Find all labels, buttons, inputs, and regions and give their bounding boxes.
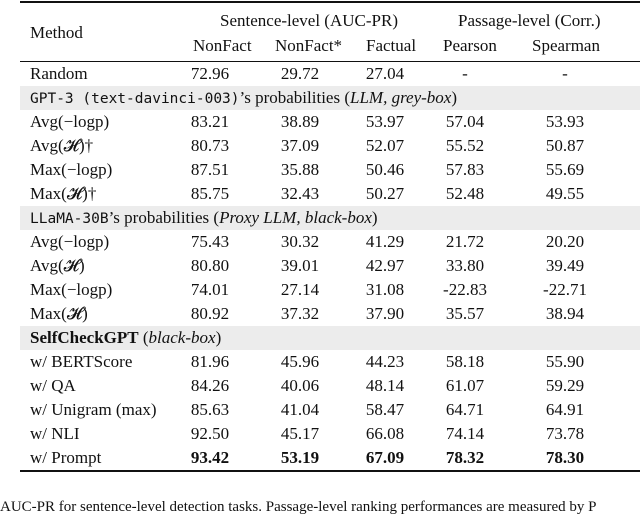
method-header: Method	[30, 23, 83, 42]
cell: 45.96	[280, 352, 320, 371]
table-row	[20, 230, 640, 254]
row-label: Avg(𝓗)†	[30, 136, 94, 155]
cell: 66.08	[365, 424, 405, 443]
cell: 73.78	[545, 424, 585, 443]
row-label: w/ Prompt	[30, 448, 102, 467]
cell: 55.52	[445, 136, 485, 155]
row-label: Max(𝓗)	[30, 304, 88, 323]
table-row	[20, 110, 640, 134]
row-label: w/ Unigram (max)	[30, 400, 157, 419]
cell: 52.48	[445, 184, 485, 203]
section-model-name: LLaMA-30B	[30, 211, 109, 227]
passage-level-group-header: Passage-level (Corr.)	[458, 11, 601, 30]
cell: 48.14	[365, 376, 405, 395]
cell: 85.75	[190, 184, 230, 203]
table-row	[20, 422, 640, 446]
cell: 58.47	[365, 400, 405, 419]
cell: 80.92	[190, 304, 230, 323]
cell: -22.71	[543, 280, 587, 299]
table-header	[20, 3, 640, 61]
cell: -	[562, 64, 568, 83]
row-label: Random	[30, 64, 88, 83]
cell: 85.63	[190, 400, 230, 419]
col-header-factual: Factual	[366, 36, 417, 55]
table-row	[20, 134, 640, 158]
section-header-gpt3: GPT-3 (text-davinci-003)’s probabilities (LLM, grey-box)	[20, 86, 640, 110]
cell: 41.04	[280, 400, 320, 419]
cell: 41.29	[365, 232, 405, 251]
table-row	[20, 350, 640, 374]
cell: -	[462, 64, 468, 83]
cell: -22.83	[443, 280, 487, 299]
cell: 33.80	[445, 256, 485, 275]
cell: 74.01	[190, 280, 230, 299]
cell: 37.90	[365, 304, 405, 323]
cell: 75.43	[190, 232, 230, 251]
cell: 20.20	[545, 232, 585, 251]
cell: 49.55	[545, 184, 585, 203]
cell: 37.32	[280, 304, 320, 323]
table-row	[20, 158, 640, 182]
table-row-random	[20, 62, 640, 86]
table-row	[20, 398, 640, 422]
cell-best: 93.42	[190, 448, 230, 467]
table-row	[20, 302, 640, 326]
bottom-rule	[20, 470, 640, 472]
cell: 35.57	[445, 304, 485, 323]
cell: 40.06	[280, 376, 320, 395]
cell: 55.69	[545, 160, 585, 179]
row-label: Max(𝓗)†	[30, 184, 97, 203]
cell: 27.04	[365, 64, 405, 83]
cell: 57.83	[445, 160, 485, 179]
col-header-spearman: Spearman	[532, 36, 600, 55]
cell: 30.32	[280, 232, 320, 251]
cell: 29.72	[280, 64, 320, 83]
cell-best: 53.19	[280, 448, 320, 467]
table-row-best	[20, 446, 640, 470]
cell: 45.17	[280, 424, 320, 443]
cell: 80.80	[190, 256, 230, 275]
cell: 58.18	[445, 352, 485, 371]
row-label: Max(−logp)	[30, 160, 113, 179]
section-header-selfcheckgpt: SelfCheckGPT (black-box)	[20, 326, 640, 350]
cell: 32.43	[280, 184, 320, 203]
row-label: Avg(−logp)	[30, 232, 110, 251]
cell: 59.29	[545, 376, 585, 395]
cell: 44.23	[365, 352, 405, 371]
col-header-nonfact: NonFact	[193, 36, 252, 55]
section-method-name: SelfCheckGPT	[30, 328, 139, 347]
table-row	[20, 278, 640, 302]
cell: 57.04	[445, 112, 485, 131]
row-label: w/ QA	[30, 376, 76, 395]
cell: 64.91	[545, 400, 585, 419]
cell: 52.07	[365, 136, 405, 155]
cell: 39.01	[280, 256, 320, 275]
cell: 81.96	[190, 352, 230, 371]
col-header-nonfact-star: NonFact*	[275, 36, 343, 55]
cell: 27.14	[280, 280, 320, 299]
table-row	[20, 374, 640, 398]
row-label: w/ NLI	[30, 424, 80, 443]
table-row	[20, 254, 640, 278]
cell: 31.08	[365, 280, 405, 299]
cell: 55.90	[545, 352, 585, 371]
cell-best: 78.30	[545, 448, 585, 467]
cell: 50.87	[545, 136, 585, 155]
cell: 80.73	[190, 136, 230, 155]
cell: 61.07	[445, 376, 485, 395]
results-table	[20, 0, 640, 472]
cell: 64.71	[445, 400, 485, 419]
row-label: w/ BERTScore	[30, 352, 133, 371]
row-label: Avg(𝓗)	[30, 256, 85, 275]
cell: 50.27	[365, 184, 405, 203]
cell: 35.88	[280, 160, 320, 179]
sentence-level-group-header: Sentence-level (AUC-PR)	[220, 11, 398, 30]
cell: 38.94	[545, 304, 585, 323]
cell: 39.49	[545, 256, 585, 275]
cell-best: 67.09	[365, 448, 405, 467]
table-row	[20, 182, 640, 206]
cell: 74.14	[445, 424, 485, 443]
section-model-name: GPT-3 (text-davinci-003)	[30, 91, 240, 107]
cell: 50.46	[365, 160, 405, 179]
cell: 83.21	[190, 112, 230, 131]
cell: 72.96	[190, 64, 230, 83]
cell: 53.93	[545, 112, 585, 131]
cell: 42.97	[365, 256, 405, 275]
cell: 84.26	[190, 376, 230, 395]
cell: 87.51	[190, 160, 230, 179]
cell: 21.72	[445, 232, 485, 251]
cell: 37.09	[280, 136, 320, 155]
section-header-llama: LLaMA-30B’s probabilities (Proxy LLM, black-box)	[20, 206, 640, 230]
cell-best: 78.32	[445, 448, 485, 467]
table-caption: AUC-PR for sentence-level detection tasks. Passage-level ranking performances are measured by P	[0, 499, 597, 515]
cell: 53.97	[365, 112, 405, 131]
cell: 92.50	[190, 424, 230, 443]
cell: 38.89	[280, 112, 320, 131]
row-label: Max(−logp)	[30, 280, 113, 299]
row-label: Avg(−logp)	[30, 112, 110, 131]
col-header-pearson: Pearson	[443, 36, 497, 55]
